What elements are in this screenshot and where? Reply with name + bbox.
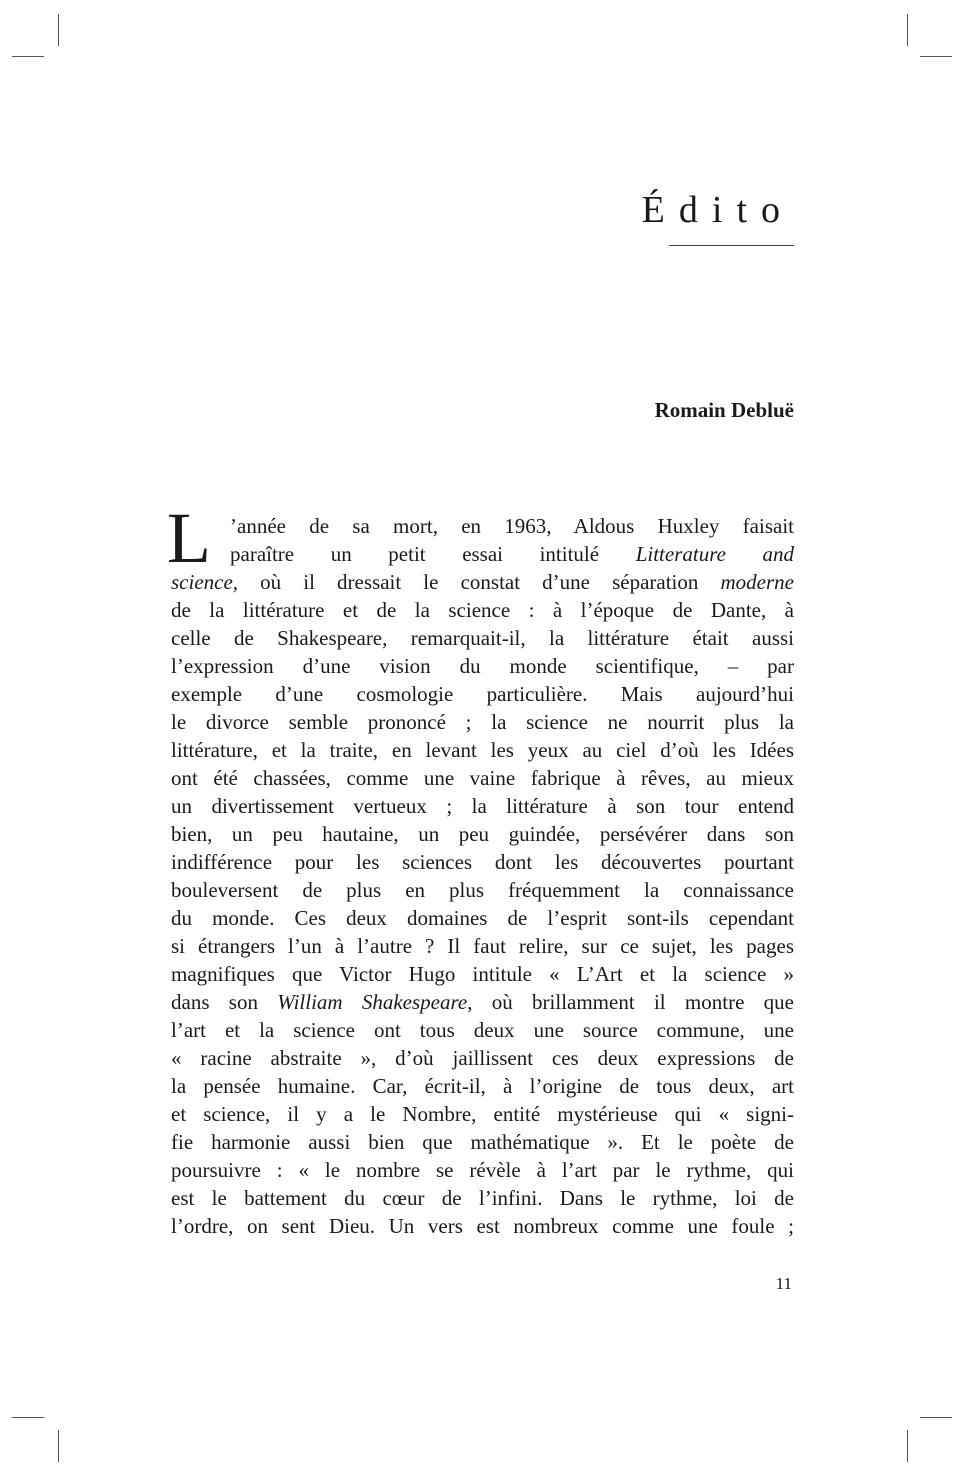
text-run: l’expression d’une vision du monde scientifique, – par bbox=[171, 654, 794, 678]
text-run: paraître un petit essai intitulé bbox=[230, 542, 636, 566]
crop-mark bbox=[907, 14, 908, 46]
article-line bbox=[171, 1128, 794, 1156]
text-run: ont été chassées, comme une vaine fabrique à rêves, au mieux bbox=[171, 766, 794, 790]
text-run: du monde. Ces deux domaines de l’esprit sont-ils cependant bbox=[171, 906, 794, 930]
crop-mark bbox=[907, 1430, 908, 1462]
crop-mark bbox=[920, 1417, 952, 1418]
article-line bbox=[171, 680, 794, 708]
article-line bbox=[171, 1156, 794, 1184]
text-run: et science, il y a le Nombre, entité mystérieuse qui « signi- bbox=[171, 1102, 794, 1126]
text-run: « racine abstraite », d’où jaillissent ces deux expressions de bbox=[171, 1046, 794, 1070]
text-run: , où brillamment il montre que bbox=[467, 990, 794, 1014]
text-run: poursuivre : « le nombre se révèle à l’art par le rythme, qui bbox=[171, 1158, 794, 1182]
article-line bbox=[171, 1100, 794, 1128]
article-line bbox=[171, 596, 794, 624]
article-line bbox=[171, 764, 794, 792]
article-line bbox=[171, 988, 794, 1016]
text-run: celle de Shakespeare, remarquait-il, la littérature était aussi bbox=[171, 626, 794, 650]
page-number: 11 bbox=[775, 1274, 792, 1293]
crop-mark bbox=[12, 1417, 44, 1418]
text-run: l’art et la science ont tous deux une source commune, une bbox=[171, 1018, 794, 1042]
text-run: un divertissement vertueux ; la littérature à son tour entend bbox=[171, 794, 794, 818]
article-line bbox=[171, 708, 794, 736]
article-line bbox=[171, 960, 794, 988]
text-run: dans son bbox=[171, 990, 278, 1014]
crop-mark bbox=[58, 14, 59, 46]
italic-run: Litterature and bbox=[635, 542, 794, 566]
text-run: si étrangers l’un à l’autre ? Il faut relire, sur ce sujet, les pages bbox=[171, 934, 794, 958]
article-line bbox=[171, 540, 794, 568]
text-run: bouleversent de plus en plus fréquemment la connaissance bbox=[171, 878, 794, 902]
text-run: est le battement du cœur de l’infini. Dans le rythme, loi de bbox=[171, 1186, 794, 1210]
author-name: Romain Debluë bbox=[654, 398, 794, 422]
article-line bbox=[171, 736, 794, 764]
text-run: indifférence pour les sciences dont les découvertes pourtant bbox=[171, 850, 794, 874]
text-run: ’année de sa mort, en 1963, Aldous Huxley faisait bbox=[230, 514, 794, 538]
crop-mark bbox=[58, 1430, 59, 1462]
article-line bbox=[171, 904, 794, 932]
article-line bbox=[171, 1016, 794, 1044]
text-run: l’ordre, on sent Dieu. Un vers est nombreux comme une foule ; bbox=[171, 1214, 794, 1238]
article-line bbox=[171, 1044, 794, 1072]
text-run: de la littérature et de la science : à l’époque de Dante, à bbox=[171, 598, 794, 622]
crop-mark bbox=[12, 56, 44, 57]
italic-run: moderne bbox=[720, 570, 794, 594]
article-line bbox=[171, 1072, 794, 1100]
text-run: magnifiques que Victor Hugo intitule « L’Art et la science » bbox=[171, 962, 794, 986]
text-run: le divorce semble prononcé ; la science ne nourrit plus la bbox=[171, 710, 794, 734]
article-line bbox=[171, 1212, 794, 1240]
article-line bbox=[171, 792, 794, 820]
article-line bbox=[171, 624, 794, 652]
drop-cap: L bbox=[167, 498, 211, 578]
article-line bbox=[171, 1184, 794, 1212]
article-line bbox=[171, 876, 794, 904]
italic-run: science, bbox=[171, 570, 239, 594]
page-title: Édito bbox=[641, 189, 794, 231]
article-line bbox=[171, 652, 794, 680]
article-line bbox=[171, 512, 794, 540]
text-run: où il dressait le constat d’une séparation bbox=[238, 570, 721, 594]
article-line bbox=[171, 820, 794, 848]
article-line bbox=[171, 568, 794, 596]
title-rule bbox=[669, 245, 794, 246]
text-run: fie harmonie aussi bien que mathématique ». Et le poète de bbox=[171, 1130, 794, 1154]
article-body bbox=[167, 498, 794, 1240]
italic-run: William Shakespeare bbox=[277, 990, 468, 1014]
article-line bbox=[171, 848, 794, 876]
crop-mark bbox=[920, 56, 952, 57]
text-run: exemple d’une cosmologie particulière. Mais aujourd’hui bbox=[171, 682, 794, 706]
text-run: bien, un peu hautaine, un peu guindée, persévérer dans son bbox=[171, 822, 794, 846]
article-line bbox=[171, 932, 794, 960]
text-run: la pensée humaine. Car, écrit-il, à l’origine de tous deux, art bbox=[171, 1074, 794, 1098]
text-run: littérature, et la traite, en levant les yeux au ciel d’où les Idées bbox=[171, 738, 794, 762]
